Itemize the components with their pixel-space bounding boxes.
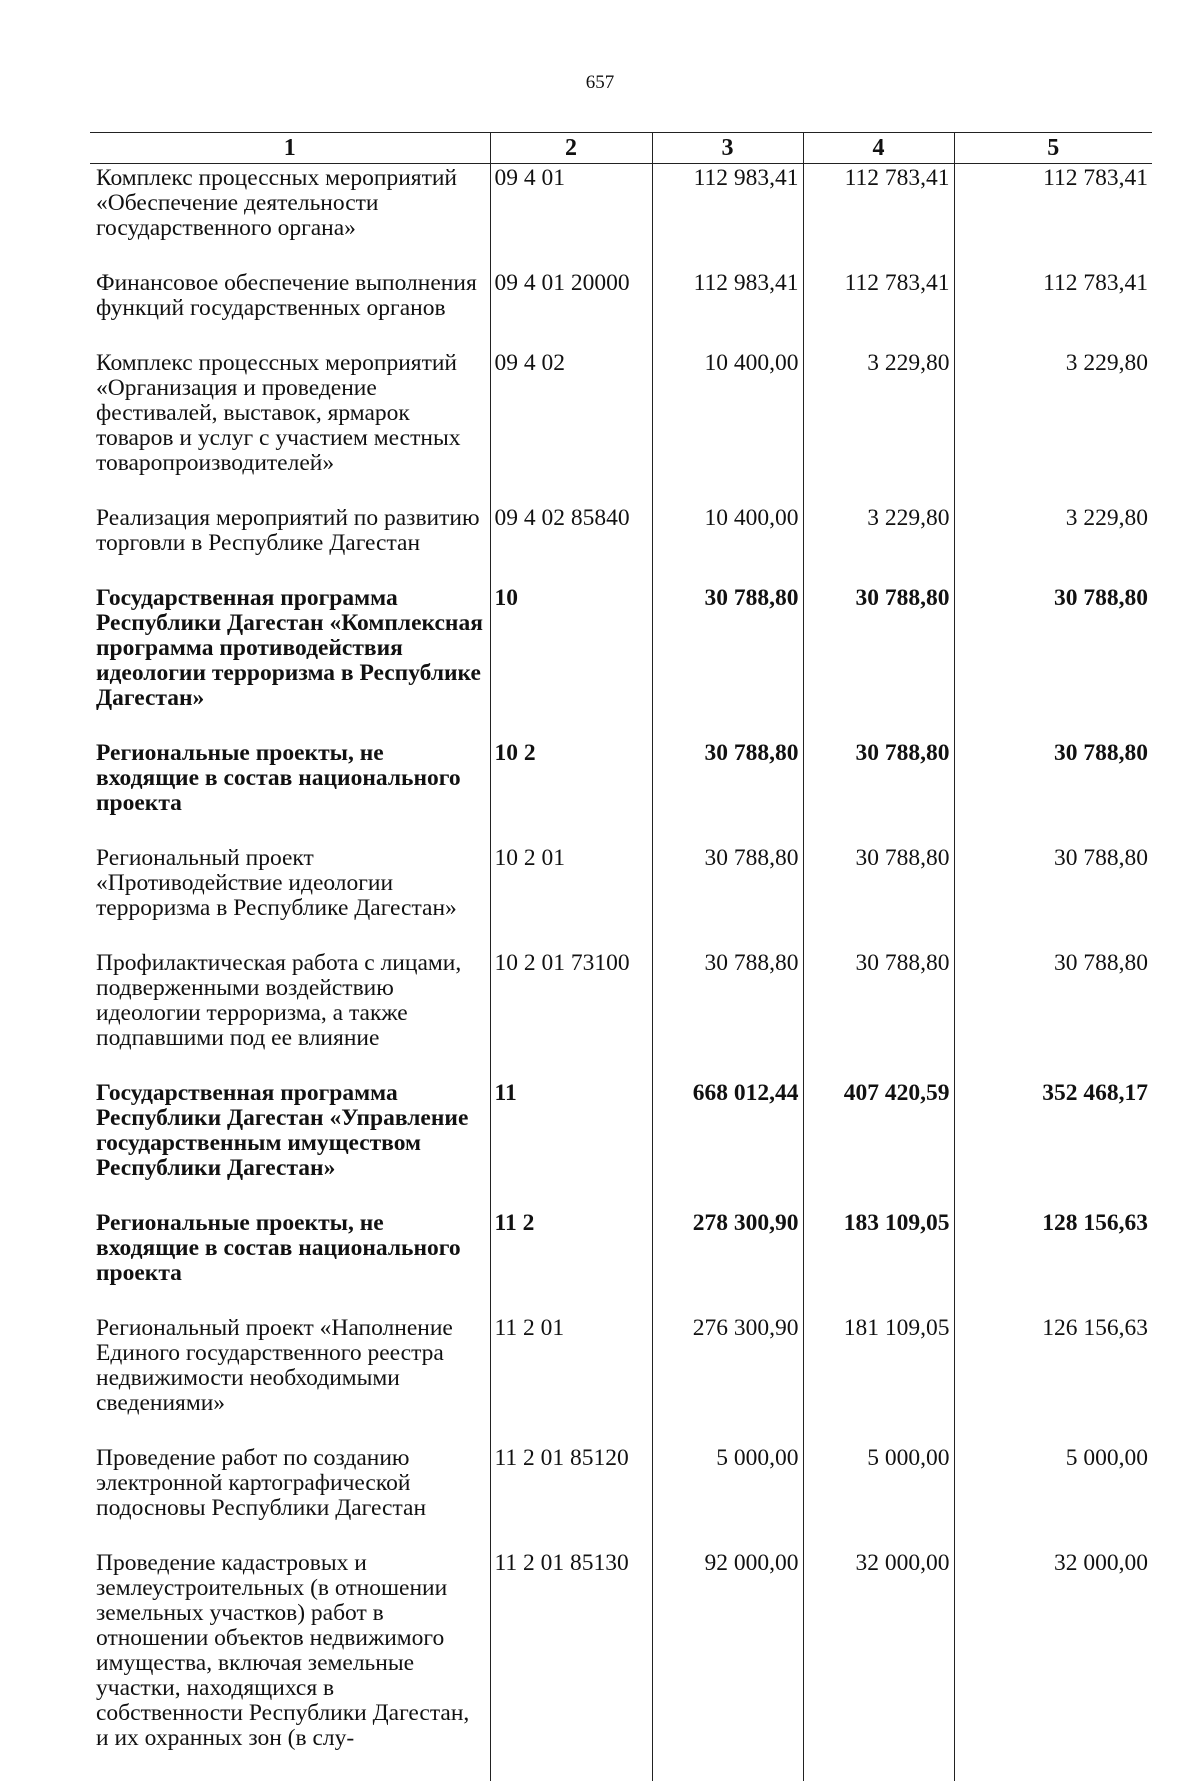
table-row [90, 506, 1152, 586]
header-col-3: 3 [652, 133, 803, 164]
row-code: 09 4 01 20000 [490, 271, 652, 351]
row-value-col-5: 3 229,80 [954, 506, 1152, 586]
row-value-col-4: 30 788,80 [803, 741, 954, 846]
row-value-col-5: 128 156,63 [954, 1211, 1152, 1316]
row-name: Региональные проекты, не входящие в состав национального проекта [90, 1211, 490, 1316]
row-value-col-3: 92 000,00 [652, 1551, 803, 1781]
row-value-col-5: 112 783,41 [954, 164, 1152, 272]
row-value-col-4: 112 783,41 [803, 164, 954, 272]
row-name: Региональный проект «Противодействие идеологии терроризма в Республике Дагестан» [90, 846, 490, 951]
row-value-col-5: 30 788,80 [954, 586, 1152, 741]
row-name: Проведение работ по созданию электронной картографической подосновы Республики Дагестан [90, 1446, 490, 1551]
table-row [90, 271, 1152, 351]
row-name: Профилактическая работа с лицами, подверженными воздействию идеологии терроризма, а также подпавшими под ее влияние [90, 951, 490, 1081]
row-value-col-3: 30 788,80 [652, 951, 803, 1081]
row-value-col-3: 30 788,80 [652, 586, 803, 741]
table-row [90, 1081, 1152, 1211]
row-name: Государственная программа Республики Дагестан «Комплексная программа противодействия идеологии терроризма в Республике Дагестан» [90, 586, 490, 741]
row-code: 11 2 01 85130 [490, 1551, 652, 1781]
row-value-col-3: 30 788,80 [652, 846, 803, 951]
table-row [90, 1211, 1152, 1316]
row-code: 10 2 01 [490, 846, 652, 951]
row-value-col-4: 5 000,00 [803, 1446, 954, 1551]
table-row [90, 951, 1152, 1081]
row-value-col-5: 126 156,63 [954, 1316, 1152, 1446]
row-value-col-4: 30 788,80 [803, 951, 954, 1081]
table-row [90, 1446, 1152, 1551]
row-value-col-5: 30 788,80 [954, 741, 1152, 846]
row-value-col-5: 32 000,00 [954, 1551, 1152, 1781]
row-code: 09 4 01 [490, 164, 652, 272]
row-name: Комплекс процессных мероприятий «Организация и проведение фестивалей, выставок, ярмарок товаров и услуг с участием местных товаропроизводителей» [90, 351, 490, 506]
page-number: 657 [585, 72, 615, 93]
row-code: 09 4 02 85840 [490, 506, 652, 586]
table-row [90, 1316, 1152, 1446]
row-code: 09 4 02 [490, 351, 652, 506]
row-value-col-4: 181 109,05 [803, 1316, 954, 1446]
row-code: 11 [490, 1081, 652, 1211]
table-row [90, 586, 1152, 741]
row-value-col-3: 276 300,90 [652, 1316, 803, 1446]
row-name: Региональный проект «Наполнение Единого государственного реестра недвижимости необходимыми сведениями» [90, 1316, 490, 1446]
table-row [90, 741, 1152, 846]
row-value-col-4: 30 788,80 [803, 846, 954, 951]
row-value-col-4: 112 783,41 [803, 271, 954, 351]
table-row [90, 846, 1152, 951]
row-value-col-5: 3 229,80 [954, 351, 1152, 506]
row-value-col-3: 30 788,80 [652, 741, 803, 846]
row-code: 11 2 01 85120 [490, 1446, 652, 1551]
header-col-5: 5 [954, 133, 1152, 164]
row-value-col-4: 3 229,80 [803, 506, 954, 586]
budget-table [90, 132, 1152, 1781]
header-col-2: 2 [490, 133, 652, 164]
row-name: Государственная программа Республики Дагестан «Управление государственным имуществом Республики Дагестан» [90, 1081, 490, 1211]
table-row [90, 164, 1152, 272]
row-value-col-3: 278 300,90 [652, 1211, 803, 1316]
row-code: 10 [490, 586, 652, 741]
row-value-col-3: 10 400,00 [652, 506, 803, 586]
row-name: Региональные проекты, не входящие в состав национального проекта [90, 741, 490, 846]
row-code: 11 2 [490, 1211, 652, 1316]
row-name: Комплекс процессных мероприятий «Обеспечение деятельности государственного органа» [90, 164, 490, 272]
table-row [90, 1551, 1152, 1781]
row-value-col-4: 3 229,80 [803, 351, 954, 506]
row-value-col-5: 30 788,80 [954, 846, 1152, 951]
row-value-col-4: 183 109,05 [803, 1211, 954, 1316]
row-value-col-3: 5 000,00 [652, 1446, 803, 1551]
row-value-col-5: 112 783,41 [954, 271, 1152, 351]
row-value-col-5: 352 468,17 [954, 1081, 1152, 1211]
row-value-col-4: 32 000,00 [803, 1551, 954, 1781]
row-name: Реализация мероприятий по развитию торговли в Республике Дагестан [90, 506, 490, 586]
row-code: 10 2 01 73100 [490, 951, 652, 1081]
row-value-col-5: 5 000,00 [954, 1446, 1152, 1551]
table-header-row [90, 133, 1152, 164]
row-value-col-5: 30 788,80 [954, 951, 1152, 1081]
row-value-col-3: 112 983,41 [652, 271, 803, 351]
header-col-4: 4 [803, 133, 954, 164]
row-name: Финансовое обеспечение выполнения функций государственных органов [90, 271, 490, 351]
row-name: Проведение кадастровых и землеустроительных (в отношении земельных участков) работ в отношении объектов недвижимого имущества, включая земельные участки, находящихся в собственности Республики Дагестан, и их охранных зон (в слу- [90, 1551, 490, 1781]
row-value-col-4: 407 420,59 [803, 1081, 954, 1211]
row-value-col-3: 10 400,00 [652, 351, 803, 506]
row-code: 11 2 01 [490, 1316, 652, 1446]
row-value-col-3: 668 012,44 [652, 1081, 803, 1211]
table-row [90, 351, 1152, 506]
row-value-col-3: 112 983,41 [652, 164, 803, 272]
row-value-col-4: 30 788,80 [803, 586, 954, 741]
header-col-1: 1 [90, 133, 490, 164]
row-code: 10 2 [490, 741, 652, 846]
